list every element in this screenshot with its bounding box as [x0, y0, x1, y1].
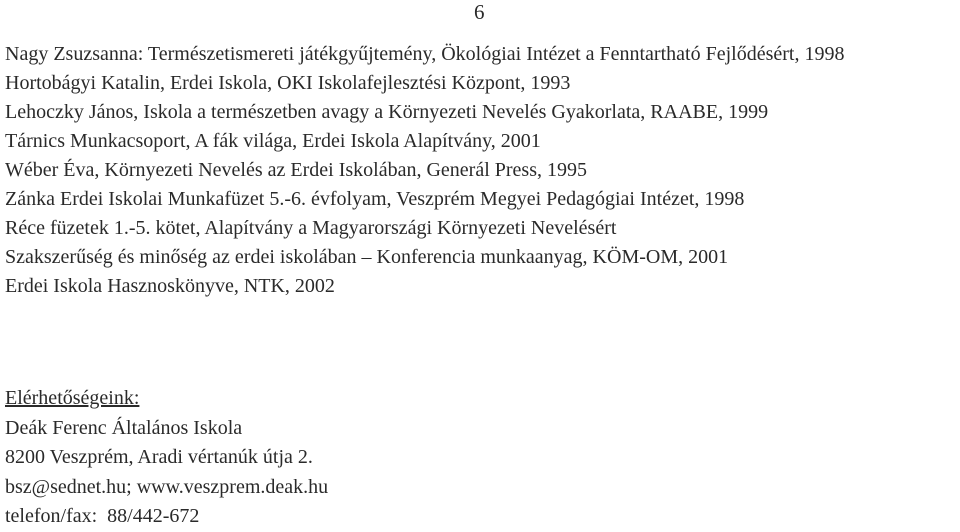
school-address: 8200 Veszprém, Aradi vértanúk útja 2.: [5, 446, 313, 468]
contact-heading: Elérhetőségeink:: [5, 387, 140, 409]
reference-item: Lehoczky János, Iskola a természetben avagy a Környezeti Nevelés Gyakorlata, RAABE, 1999: [5, 101, 769, 123]
school-name: Deák Ferenc Általános Iskola: [5, 416, 243, 439]
reference-item: Hortobágyi Katalin, Erdei Iskola, OKI Iskolafejlesztési Központ, 1993: [5, 72, 571, 94]
reference-list: [5, 40, 955, 301]
phone-fax: telefon/fax: 88/442-672: [5, 505, 200, 527]
reference-item: Nagy Zsuzsanna: Természetismereti játékgyűjtemény, Ökológiai Intézet a Fenntartható Fejlődésért, 1998: [5, 43, 845, 65]
reference-item: Réce füzetek 1.-5. kötet, Alapítvány a Magyarországi Környezeti Nevelésért: [5, 217, 617, 239]
reference-item: Erdei Iskola Hasznoskönyve, NTK, 2002: [5, 275, 335, 297]
page-number: 6: [474, 0, 485, 24]
email-web: bsz@sednet.hu; www.veszprem.deak.hu: [5, 475, 329, 498]
reference-item: Tárnics Munkacsoport, A fák világa, Erdei Iskola Alapítvány, 2001: [5, 130, 541, 152]
reference-item: Zánka Erdei Iskolai Munkafüzet 5.-6. évfolyam, Veszprém Megyei Pedagógiai Intézet, 1998: [5, 188, 745, 210]
reference-item: Szakszerűség és minőség az erdei iskolában – Konferencia munkaanyag, KÖM-OM, 2001: [5, 246, 729, 268]
reference-item: Wéber Éva, Környezeti Nevelés az Erdei Iskolában, Generál Press, 1995: [5, 159, 587, 181]
contact-section: [5, 384, 955, 532]
